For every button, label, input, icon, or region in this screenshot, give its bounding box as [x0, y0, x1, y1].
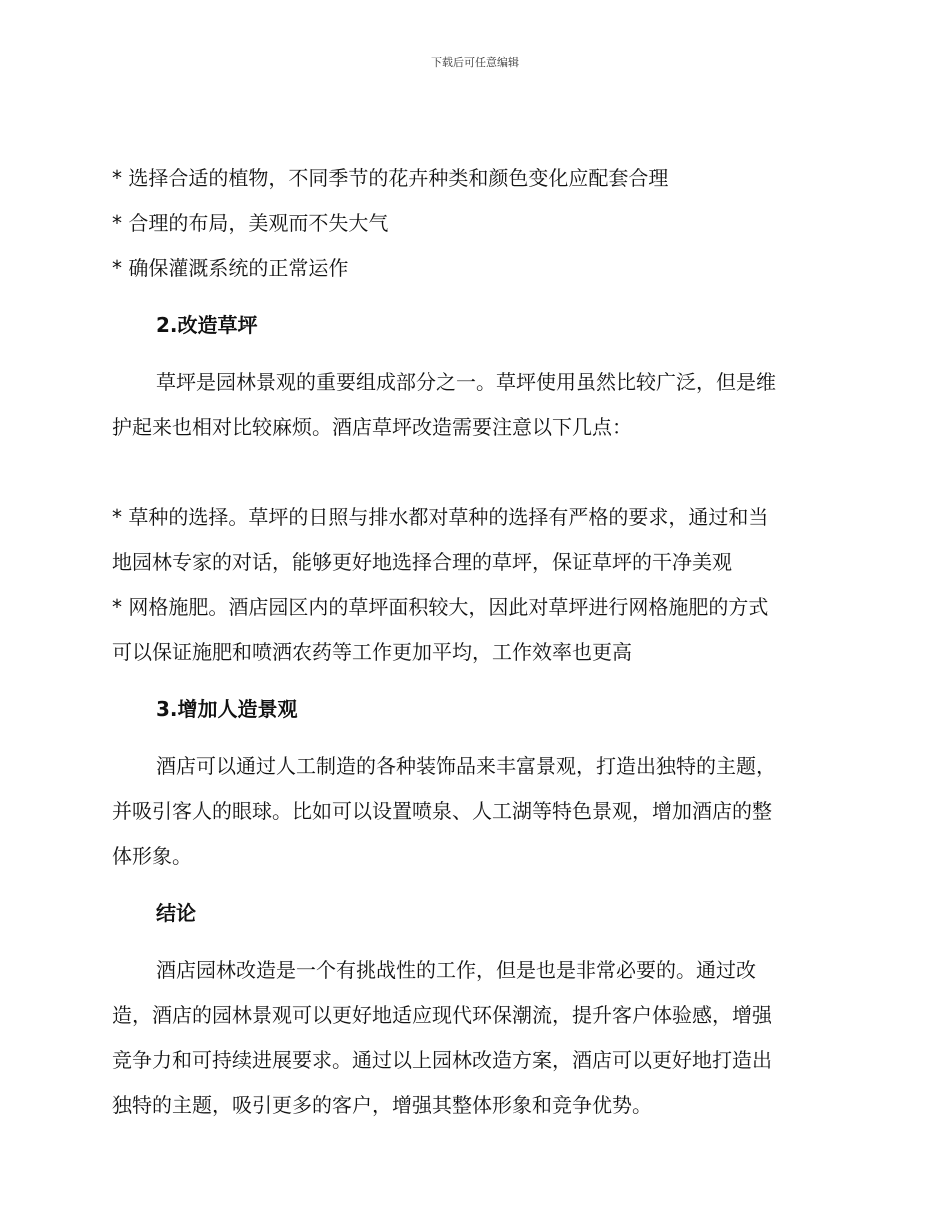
section-heading-conclusion: 结论 [156, 901, 196, 925]
bullet-line: 可以保证施肥和喷洒农药等工作更加平均，工作效率也更高 [112, 640, 632, 664]
paragraph-artificial-landscape [112, 744, 832, 879]
paragraph-line: 并吸引客人的眼球。比如可以设置喷泉、人工湖等特色景观，增加酒店的整 [112, 799, 772, 823]
section-heading-artificial-landscape: 3.增加人造景观 [156, 697, 298, 721]
paragraph-line: 草坪是园林景观的重要组成部分之一。草坪使用虽然比较广泛，但是维 [156, 370, 776, 394]
paragraph-line: 酒店可以通过人工制造的各种装饰品来丰富景观，打造出独特的主题， [156, 754, 776, 778]
paragraph-line: 独特的主题，吸引更多的客户，增强其整体形象和竞争优势。 [112, 1093, 652, 1117]
bullet-item: * 确保灌溉系统的正常运作 [112, 256, 349, 280]
bullet-item-fertilizing [112, 585, 832, 675]
paragraph-line: 体形象。 [112, 844, 192, 868]
document-body [112, 156, 832, 1128]
paragraph-line: 竞争力和可持续进展要求。通过以上园林改造方案，酒店可以更好地打造出 [112, 1048, 772, 1072]
bullet-line: * 网格施肥。酒店园区内的草坪面积较大，因此对草坪进行网格施肥的方式 [112, 595, 769, 619]
bullet-line: * 草种的选择。草坪的日照与排水都对草种的选择有严格的要求，通过和当 [112, 505, 769, 529]
bullet-item: * 选择合适的植物，不同季节的花卉种类和颜色变化应配套合理 [112, 166, 669, 190]
bullet-item: * 合理的布局，美观而不失大气 [112, 211, 389, 235]
bullet-item-grass-type [112, 495, 832, 585]
paragraph-line: 酒店园林改造是一个有挑战性的工作，但是也是非常必要的。通过改 [156, 958, 756, 982]
bullet-line: 地园林专家的对话，能够更好地选择合理的草坪，保证草坪的干净美观 [112, 550, 732, 574]
blank-line [112, 450, 832, 495]
bullet-list-top [112, 156, 832, 291]
page-header: 下载后可任意编辑 [431, 56, 519, 69]
paragraph-line: 造，酒店的园林景观可以更好地适应现代环保潮流，提升客户体验感，增强 [112, 1003, 772, 1027]
paragraph-conclusion [112, 948, 832, 1128]
paragraph-line: 护起来也相对比较麻烦。酒店草坪改造需要注意以下几点： [112, 415, 632, 439]
paragraph-lawn-intro [112, 360, 832, 450]
section-heading-lawn: 2.改造草坪 [156, 313, 258, 337]
